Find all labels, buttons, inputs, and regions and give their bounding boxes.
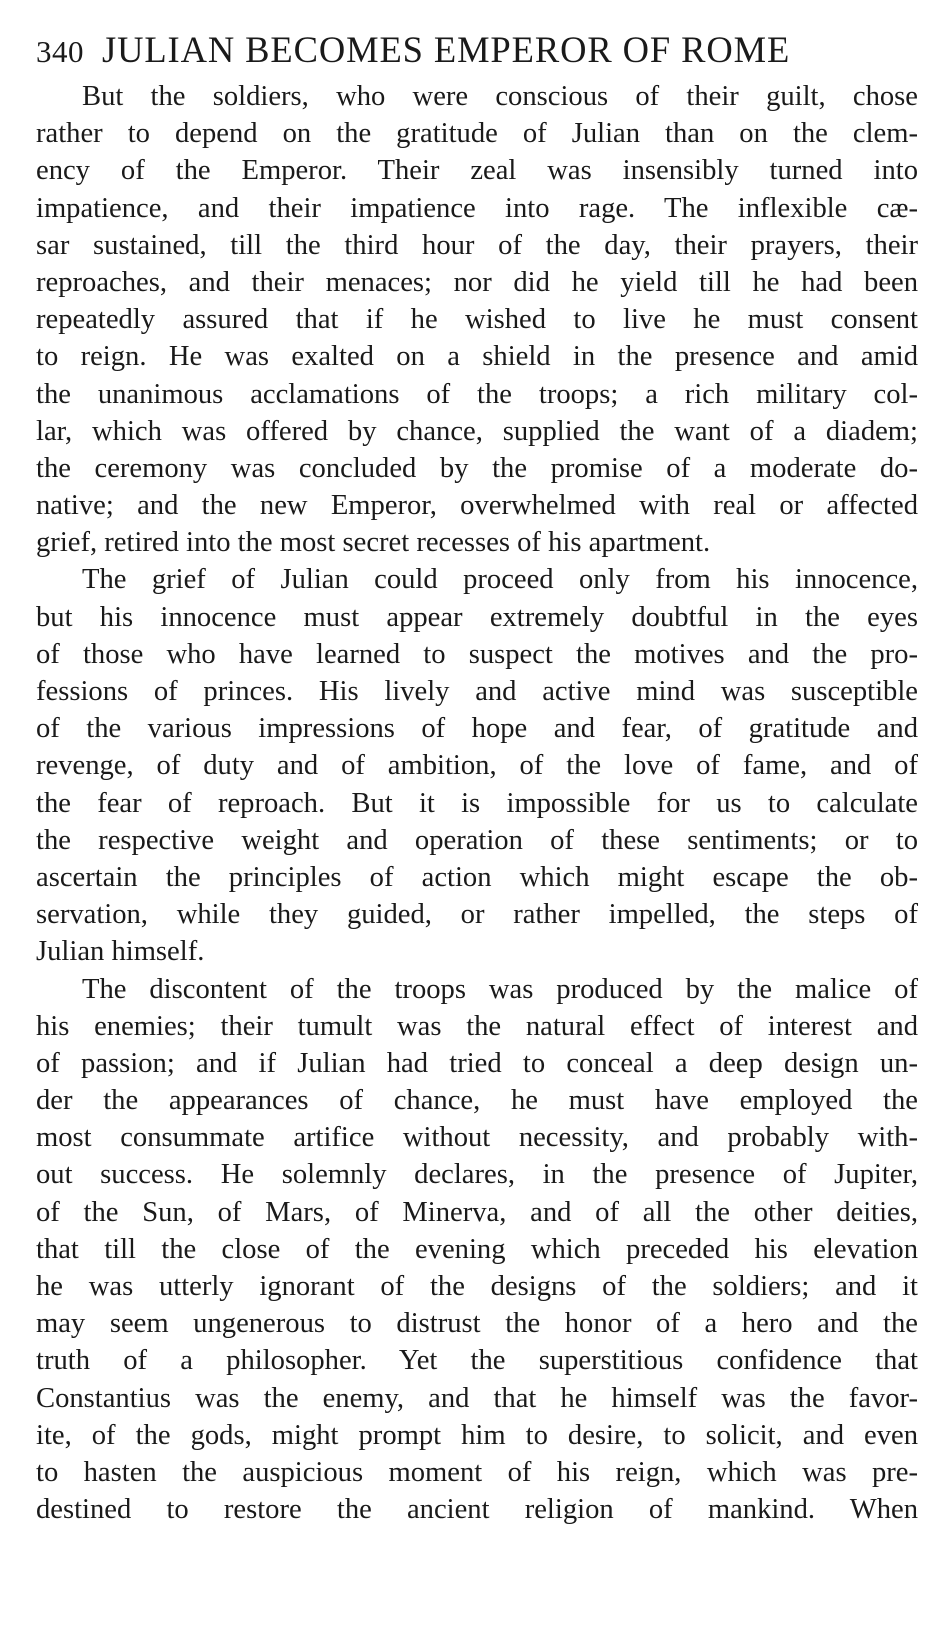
paragraph <box>36 78 918 561</box>
text-line: of those who have learned to suspect the motives and the pro- <box>36 638 918 670</box>
text-line: the ceremony was concluded by the promise of a moderate do- <box>36 452 918 484</box>
text-line: native; and the new Emperor, overwhelmed with real or affected <box>36 490 918 522</box>
paragraph <box>36 971 918 1529</box>
text-line: ency of the Emperor. Their zeal was insensibly turned into <box>36 155 918 187</box>
text-line: ite, of the gods, might prompt him to desire, to solicit, and even <box>36 1419 918 1451</box>
text-line: of the Sun, of Mars, of Minerva, and of all the other deities, <box>36 1196 918 1228</box>
text-line: impatience, and their impatience into rage. The inflexible cæ- <box>36 192 918 224</box>
text-line: servation, while they guided, or rather impelled, the steps of <box>36 899 918 931</box>
text-line: to hasten the auspicious moment of his reign, which was pre- <box>36 1456 918 1488</box>
running-header <box>36 26 918 78</box>
text-line: his enemies; their tumult was the natural effect of interest and <box>36 1010 918 1042</box>
running-title: JULIAN BECOMES EMPEROR OF ROME <box>102 29 791 70</box>
text-line: of the various impressions of hope and fear, of gratitude and <box>36 713 918 745</box>
text-line: most consummate artifice without necessity, and probably with- <box>36 1122 918 1154</box>
text-line: But the soldiers, who were conscious of their guilt, chose <box>82 81 918 112</box>
text-line: the respective weight and operation of these sentiments; or to <box>36 824 918 856</box>
text-line: destined to restore the ancient religion of mankind. When <box>36 1494 918 1526</box>
text-line: The grief of Julian could proceed only from his innocence, <box>82 564 918 596</box>
body-text <box>36 78 918 1528</box>
text-line: to reign. He was exalted on a shield in the presence and amid <box>36 341 918 373</box>
text-line: the unanimous acclamations of the troops; a rich military col- <box>36 378 918 410</box>
page-number: 340 <box>36 34 84 69</box>
text-line: of passion; and if Julian had tried to conceal a deep design un- <box>36 1047 918 1079</box>
text-line: der the appearances of chance, he must have employed the <box>36 1085 918 1117</box>
text-line: revenge, of duty and of ambition, of the love of fame, and of <box>36 750 918 782</box>
text-line: the fear of reproach. But it is impossible for us to calculate <box>36 787 918 819</box>
text-line: ascertain the principles of action which might escape the ob- <box>36 861 918 893</box>
text-line: he was utterly ignorant of the designs of the soldiers; and it <box>36 1271 918 1302</box>
text-line: The discontent of the troops was produced by the malice of <box>82 973 918 1005</box>
text-line: truth of a philosopher. Yet the superstitious confidence that <box>36 1345 918 1377</box>
text-line: lar, which was offered by chance, supplied the want of a diadem; <box>36 415 918 447</box>
text-line: Julian himself. <box>36 936 205 968</box>
text-line: but his innocence must appear extremely doubtful in the eyes <box>36 601 918 633</box>
text-line: may seem ungenerous to distrust the honor of a hero and the <box>36 1308 918 1340</box>
paragraph <box>36 561 918 970</box>
text-line: Constantius was the enemy, and that he himself was the favor- <box>36 1382 918 1414</box>
text-line: out success. He solemnly declares, in the presence of Jupiter, <box>36 1159 918 1191</box>
text-line: sar sustained, till the third hour of the day, their prayers, their <box>36 229 918 261</box>
text-line: repeatedly assured that if he wished to live he must consent <box>36 304 918 336</box>
text-line: rather to depend on the gratitude of Julian than on the clem- <box>36 118 918 150</box>
book-page <box>36 26 918 1528</box>
text-line: grief, retired into the most secret recesses of his apartment. <box>36 527 711 559</box>
text-line: fessions of princes. His lively and active mind was susceptible <box>36 676 918 707</box>
text-line: reproaches, and their menaces; nor did he yield till he had been <box>36 266 918 298</box>
text-line: that till the close of the evening which preceded his elevation <box>36 1233 918 1265</box>
